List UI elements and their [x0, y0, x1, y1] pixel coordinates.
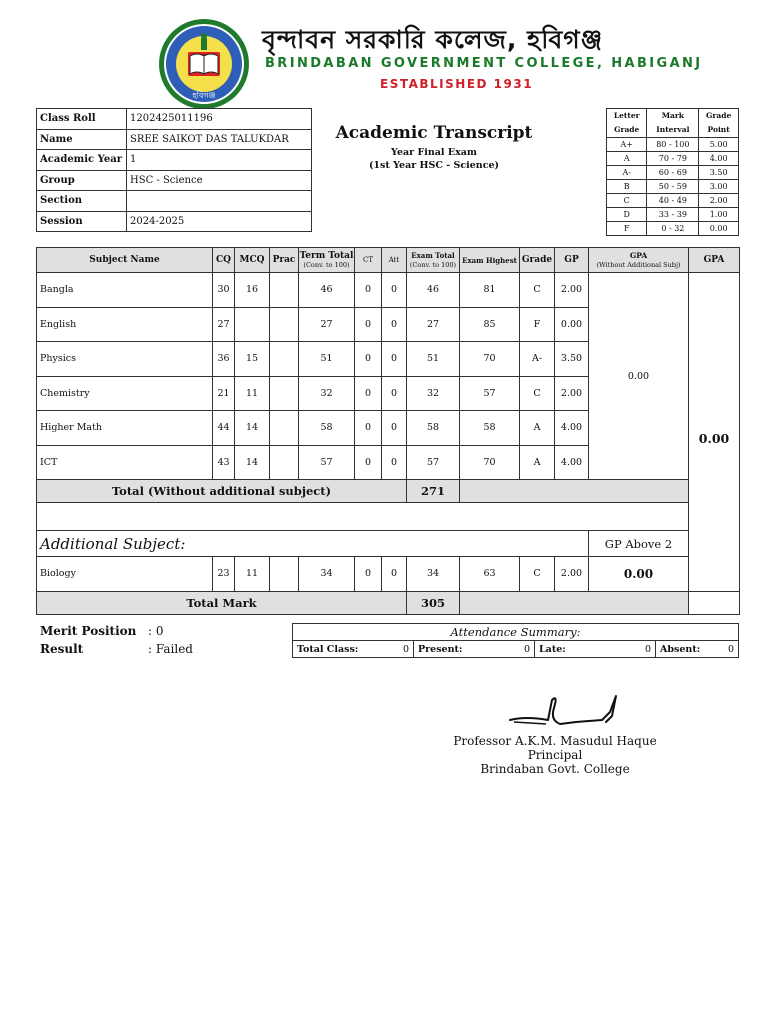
additional-subject-label: Additional Subject: [37, 531, 589, 557]
info-row-class-roll: Class Roll 1202425011196 [37, 109, 312, 130]
col-subject: Subject Name [37, 248, 213, 273]
gpa-without-additional-value: 0.00 [589, 273, 689, 480]
college-logo [158, 18, 250, 110]
grade-scale-table [606, 108, 739, 236]
subject-row: Higher Math 44 14 58 0 0 58 58 A 4.00 [37, 411, 740, 446]
total-class-cell: Total Class: 0 [293, 641, 414, 658]
attendance-summary-table [292, 623, 739, 658]
subject-row: Chemistry 21 11 32 0 0 32 57 C 2.00 [37, 376, 740, 411]
grade-scale-body [607, 138, 739, 236]
absent-cell: Absent: 0 [656, 641, 739, 658]
col-ct: CT [355, 248, 382, 273]
signatory-institution: Brindaban Govt. College [480, 762, 630, 776]
merit-position-value: : 0 [148, 624, 164, 638]
col-gpa: GPA [689, 248, 740, 273]
additional-subject-row: Biology 23 11 34 0 0 34 63 C 2.00 0.00 [37, 557, 740, 592]
col-grade: Grade [520, 248, 555, 273]
result-value: : Failed [148, 642, 193, 656]
spacer-row [37, 503, 740, 531]
result: Result : Failed [40, 642, 193, 656]
subject-row: Bangla 30 16 46 0 0 46 81 C 2.00 0.00 0.00 [37, 273, 740, 308]
student-name-value: SREE SAIKOT DAS TALUKDAR [127, 129, 312, 150]
info-row-academic-year: Academic Year 1 [37, 150, 312, 171]
college-name-english: BRINDABAN GOVERNMENT COLLEGE, HABIGANJ [265, 56, 703, 71]
grade-scale-row: A+ 80 - 100 5.00 [607, 138, 739, 152]
grade-scale-row: F 0 - 32 0.00 [607, 222, 739, 236]
signatory-block [440, 734, 670, 776]
merit-position: Merit Position : 0 [40, 624, 164, 638]
col-term-total: Term Total (Conv. to 100) [299, 248, 355, 273]
marks-table [36, 247, 740, 615]
col-att: Att [382, 248, 407, 273]
gp-above-label: GP Above 2 [589, 531, 689, 557]
established-year: ESTABLISHED 1931 [380, 77, 534, 91]
transcript-title: Academic Transcript [335, 123, 533, 143]
total-without-additional-value: 271 [407, 480, 460, 503]
subject-row: Physics 36 15 51 0 0 51 70 A- 3.50 [37, 342, 740, 377]
total-without-additional-label: Total (Without additional subject) [37, 480, 407, 503]
additional-subject-header-row [37, 531, 740, 557]
grade-scale-row: B 50 - 59 3.00 [607, 180, 739, 194]
student-info-table [36, 108, 312, 232]
college-name-bengali: বৃন্দাবন সরকারি কলেজ, হবিগঞ্জ [262, 25, 604, 54]
grade-scale-row: C 40 - 49 2.00 [607, 194, 739, 208]
exam-detail: (1st Year HSC - Science) [368, 160, 500, 171]
marks-header-row [37, 248, 740, 273]
logo-bengali-text: হবিগঞ্জ [192, 91, 216, 100]
signatory-name: Professor A.K.M. Masudul Haque [453, 734, 657, 748]
col-exam-highest: Exam Highest [460, 248, 520, 273]
class-roll-value: 1202425011196 [127, 109, 312, 130]
total-mark-row [37, 591, 740, 614]
grade-scale-row: A 70 - 79 4.00 [607, 152, 739, 166]
col-exam-total: Exam Total (Conv. to 100) [407, 248, 460, 273]
attendance-title: Attendance Summary: [293, 624, 739, 641]
gp-above-value: 0.00 [589, 557, 689, 592]
info-row-section: Section [37, 191, 312, 212]
result-summary [40, 624, 193, 660]
principal-signature [506, 690, 626, 738]
academic-year-value: 1 [127, 150, 312, 171]
total-mark-label: Total Mark [37, 591, 407, 614]
col-prac: Prac [270, 248, 299, 273]
section-value [127, 191, 312, 212]
col-gpa-without-additional: GPA (Without Additional Subj) [589, 248, 689, 273]
col-cq: CQ [213, 248, 235, 273]
total-without-additional-row [37, 480, 740, 503]
col-gp: GP [555, 248, 589, 273]
info-row-name: Name SREE SAIKOT DAS TALUKDAR [37, 129, 312, 150]
grade-scale-row: D 33 - 39 1.00 [607, 208, 739, 222]
grade-scale-header: Letter Grade Mark Interval Grade Point [607, 109, 739, 138]
session-value: 2024-2025 [127, 211, 312, 232]
exam-name: Year Final Exam [391, 147, 477, 158]
info-row-session: Session 2024-2025 [37, 211, 312, 232]
grade-scale-row: A- 60 - 69 3.50 [607, 166, 739, 180]
col-mcq: MCQ [235, 248, 270, 273]
gpa-value: 0.00 [689, 273, 740, 592]
subject-row: ICT 43 14 57 0 0 57 70 A 4.00 [37, 445, 740, 480]
group-value: HSC - Science [127, 170, 312, 191]
info-row-group: Group HSC - Science [37, 170, 312, 191]
signatory-designation: Principal [527, 748, 583, 762]
late-cell: Late: 0 [535, 641, 656, 658]
subject-row: English 27 27 0 0 27 85 F 0.00 [37, 307, 740, 342]
total-mark-value: 305 [407, 591, 460, 614]
present-cell: Present: 0 [414, 641, 535, 658]
